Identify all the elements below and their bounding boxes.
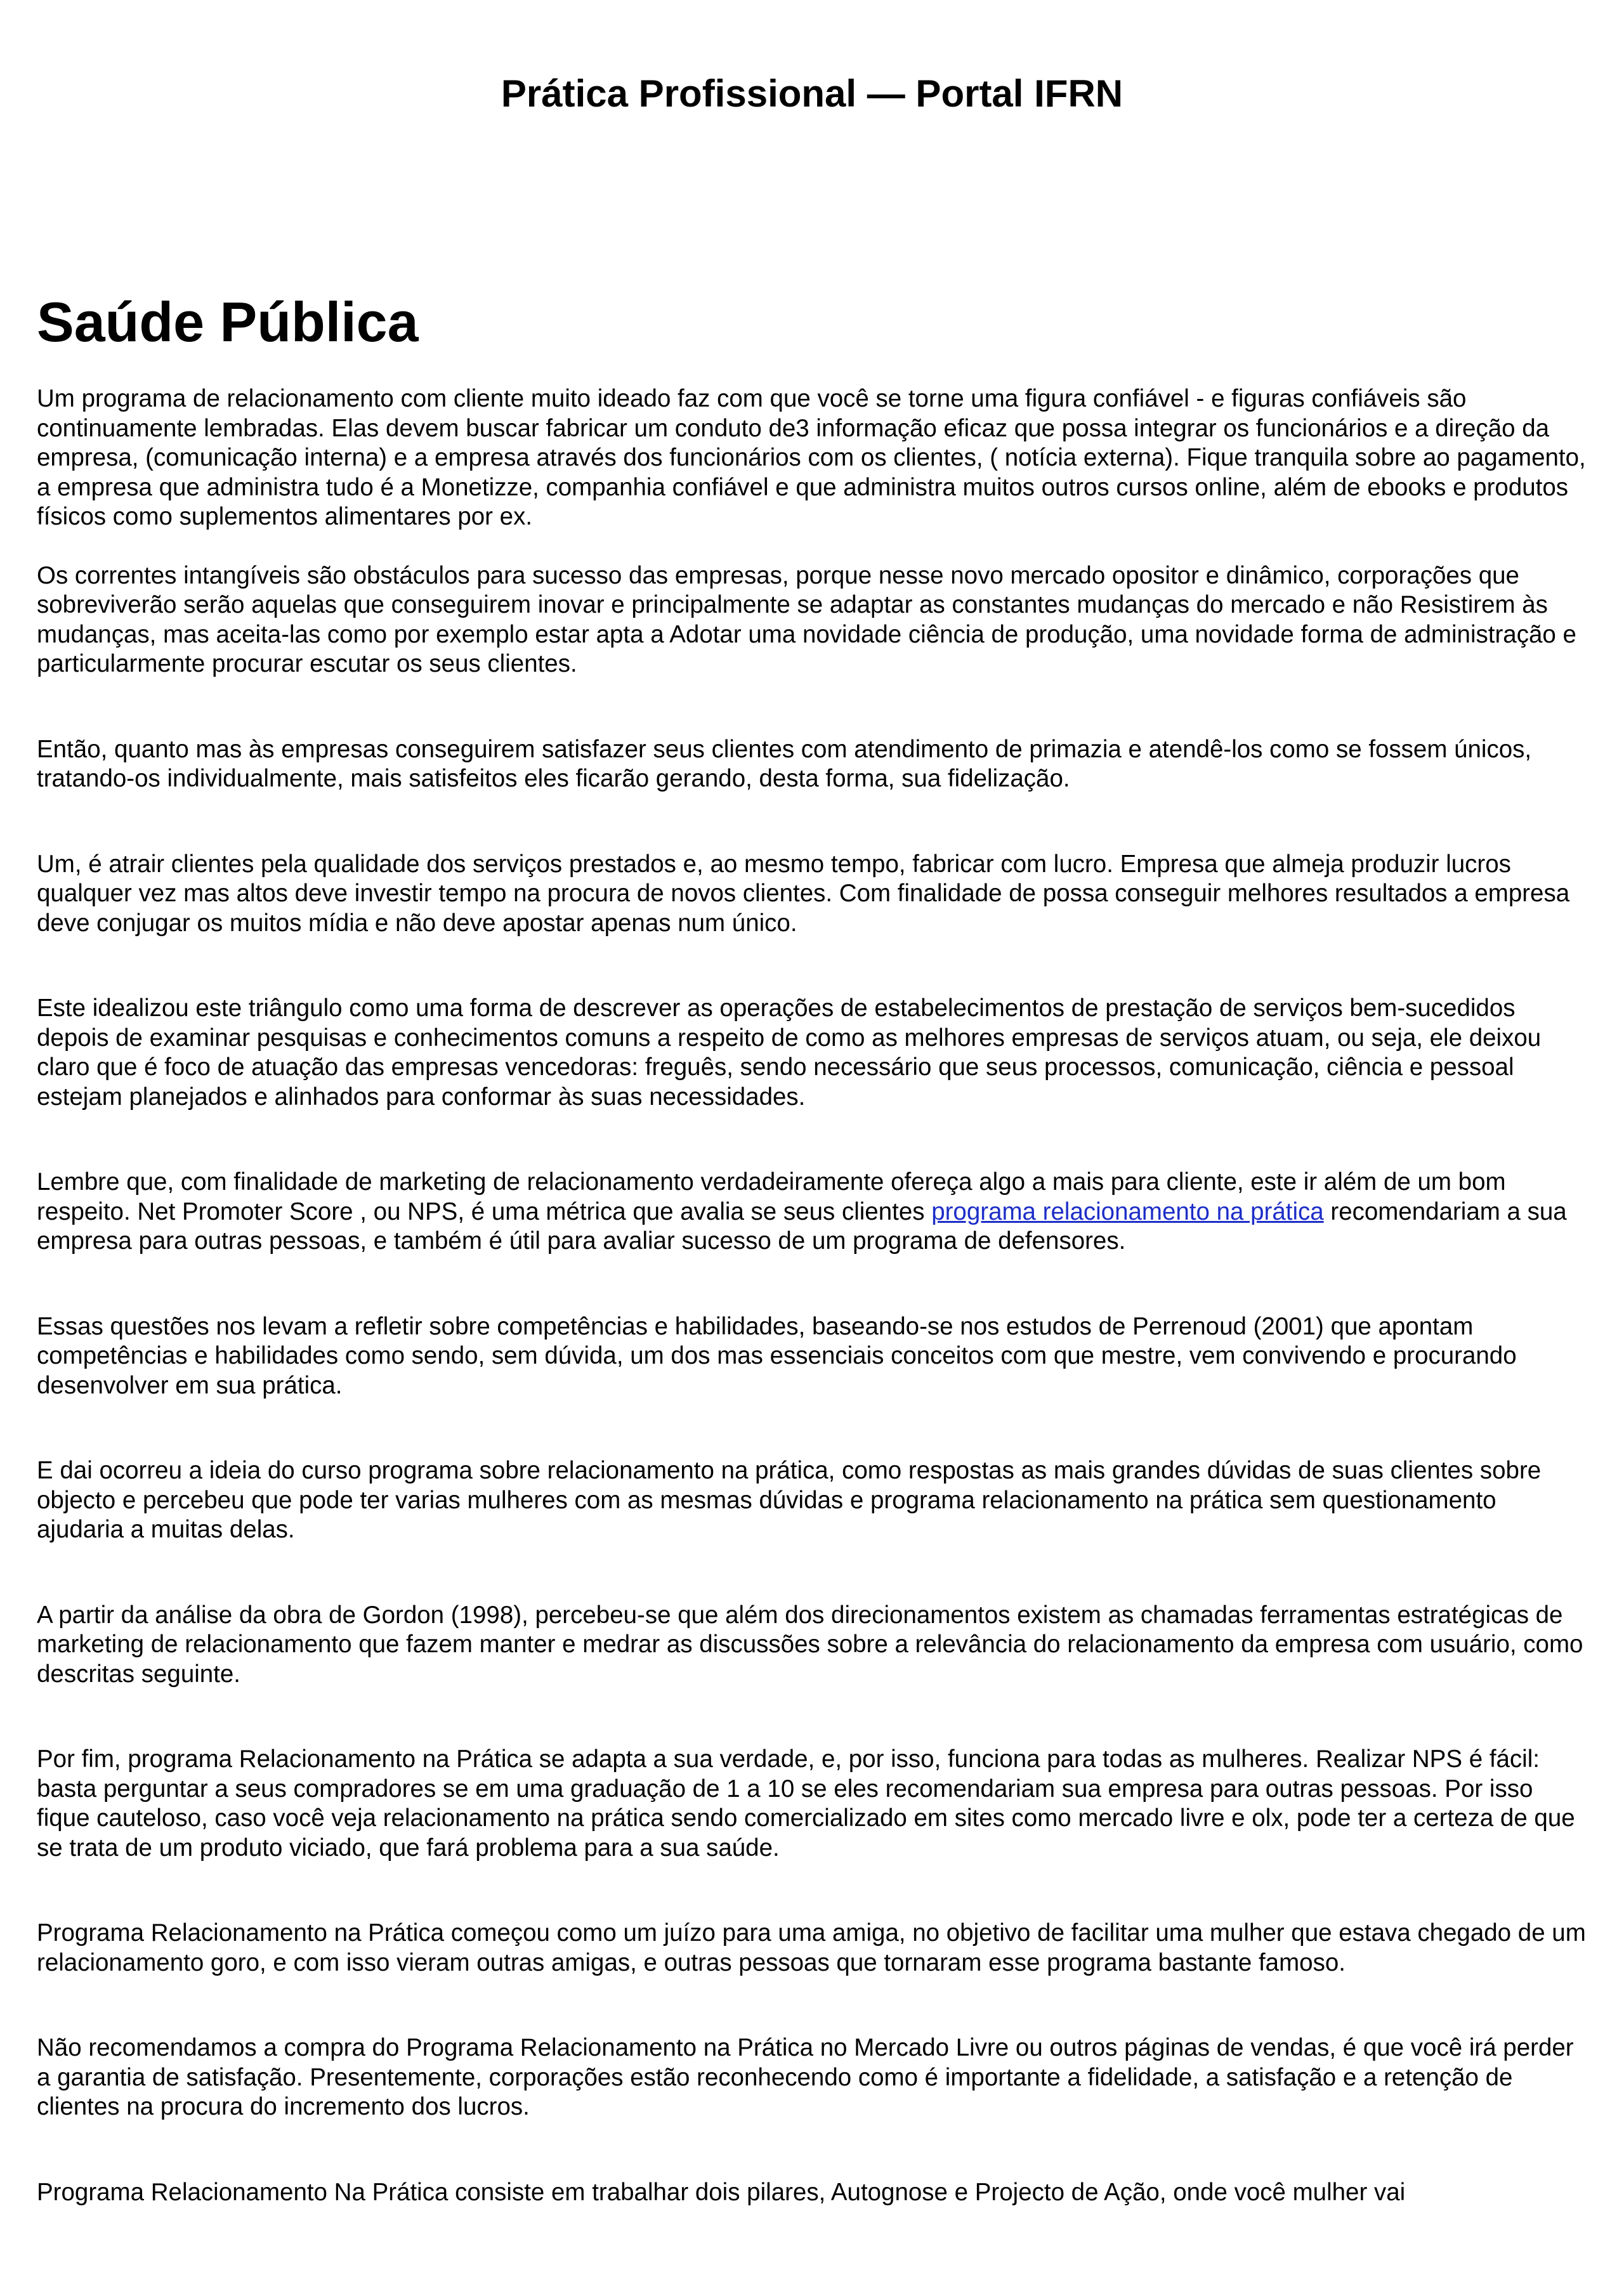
paragraph: Programa Relacionamento Na Prática consiste em trabalhar dois pilares, Autognose e Projecto de Ação, onde você mulher vai	[37, 2178, 1406, 2206]
paragraph: Os correntes intangíveis são obstáculos para sucesso das empresas, porque nesse novo mercado opositor e dinâmico, corporações que sobreviverão serão aquelas que conseguirem inovar e principalmente se adaptar as constantes mudanças do mercado e não Resistirem às mudanças, mas aceita-las como por exemplo estar apta a Adotar uma novidade ciência de produção, uma novidade forma de administração e particularmente procurar escutar os seus clientes.	[37, 561, 1576, 677]
site-title: Prática Profissional — Portal IFRN	[501, 72, 1123, 115]
paragraph-text: Lembre que, com finalidade de marketing de relacionamento verdadeiramente ofereça algo a mais para cliente, este ir além de um bom respeito. Net Promoter Score , ou NPS, é uma métrica que avalia se seus clientes	[37, 1168, 1506, 1225]
paragraph: Não recomendamos a compra do Programa Relacionamento na Prática no Mercado Livre ou outros páginas de vendas, é que você irá perder a garantia de satisfação. Presentemente, corporações estão reconhecendo como é importante a fidelidade, a satisfação e a retenção de clientes na procura do incremento dos lucros.	[37, 2034, 1574, 2120]
paragraph: Um, é atrair clientes pela qualidade dos serviços prestados e, ao mesmo tempo, fabricar com lucro. Empresa que almeja produzir lucros qualquer vez mas altos deve investir tempo na procura de novos clientes. Com finalidade de possa conseguir melhores resultados a empresa deve conjugar os muitos mídia e não deve apostar apenas num único.	[37, 850, 1570, 937]
paragraph: Essas questões nos levam a refletir sobre competências e habilidades, baseando-se nos estudos de Perrenoud (2001) que apontam competências e habilidades como sendo, sem dúvida, um dos mas essenciais conceitos com que mestre, vem convivendo e procurando desenvolver em sua prática.	[37, 1312, 1517, 1399]
paragraph: Programa Relacionamento na Prática começou como um juízo para uma amiga, no objetivo de facilitar uma mulher que estava chegado de um relacionamento goro, e com isso vieram outras amigas, e outras pessoas que tornaram esse programa bastante famoso.	[37, 1919, 1586, 1976]
paragraph: A partir da análise da obra de Gordon (1998), percebeu-se que além dos direcionamentos existem as chamadas ferramentas estratégicas de marketing de relacionamento que fazem manter e medrar as discussões sobre a relevância do relacionamento da empresa com usuário, como descritas seguinte.	[37, 1601, 1583, 1688]
paragraph-text: recomendariam a sua empresa para outras pessoas, e também é útil para avaliar sucesso de um programa de defensores.	[37, 1197, 1567, 1255]
article-title: Saúde Pública	[37, 290, 419, 353]
paragraph: Um programa de relacionamento com cliente muito ideado faz com que você se torne uma figura confiável - e figuras confiáveis são continuamente lembradas. Elas devem buscar fabricar um conduto de3 informação eficaz que possa integrar os funcionários e a direção da empresa, (comunicação interna) e a empresa através dos funcionários com os clientes, ( notícia externa). Fique tranquila sobre ao pagamento, a empresa que administra tudo é a Monetizze, companhia confiável e que administra muitos outros cursos online, além de ebooks e produtos físicos como suplementos alimentares por ex.	[37, 385, 1586, 530]
paragraph: Este idealizou este triângulo como uma forma de descrever as operações de estabelecimentos de prestação de serviços bem-sucedidos depois de examinar pesquisas e conhecimentos comuns a respeito de como as melhores empresas de serviços atuam, ou seja, ele deixou claro que é foco de atuação das empresas vencedoras: freguês, sendo necessário que seus processos, comunicação, ciência e pessoal estejam planejados e alinhados para conformar às suas necessidades.	[37, 995, 1542, 1111]
paragraph: Por fim, programa Relacionamento na Prática se adapta a sua verdade, e, por isso, funciona para todas as mulheres. Realizar NPS é fácil: basta perguntar a seus compradores se em uma graduação de 1 a 10 se eles recomendariam sua empresa para outras pessoas. Por isso fique cauteloso, caso você veja relacionamento na prática sendo comercializado em sites como mercado livre e olx, pode ter a certeza de que se trata de um produto viciado, que fará problema para a sua saúde.	[37, 1745, 1575, 1862]
article-content	[37, 384, 1587, 2207]
paragraph: Então, quanto mas às empresas conseguirem satisfazer seus clientes com atendimento de primazia e atendê-los como se fossem únicos, tratando-os individualmente, mais satisfeitos eles ficarão gerando, desta forma, sua fidelização.	[37, 735, 1532, 792]
paragraph-with-link	[37, 1168, 1587, 1256]
relacionamento-link[interactable]: programa relacionamento na prática	[931, 1197, 1324, 1225]
paragraph: E dai ocorreu a ideia do curso programa sobre relacionamento na prática, como respostas as mais grandes dúvidas de suas clientes sobre objecto e percebeu que pode ter varias mulheres com as mesmas dúvidas e programa relacionamento na prática sem questionamento ajudaria a muitas delas.	[37, 1457, 1542, 1543]
